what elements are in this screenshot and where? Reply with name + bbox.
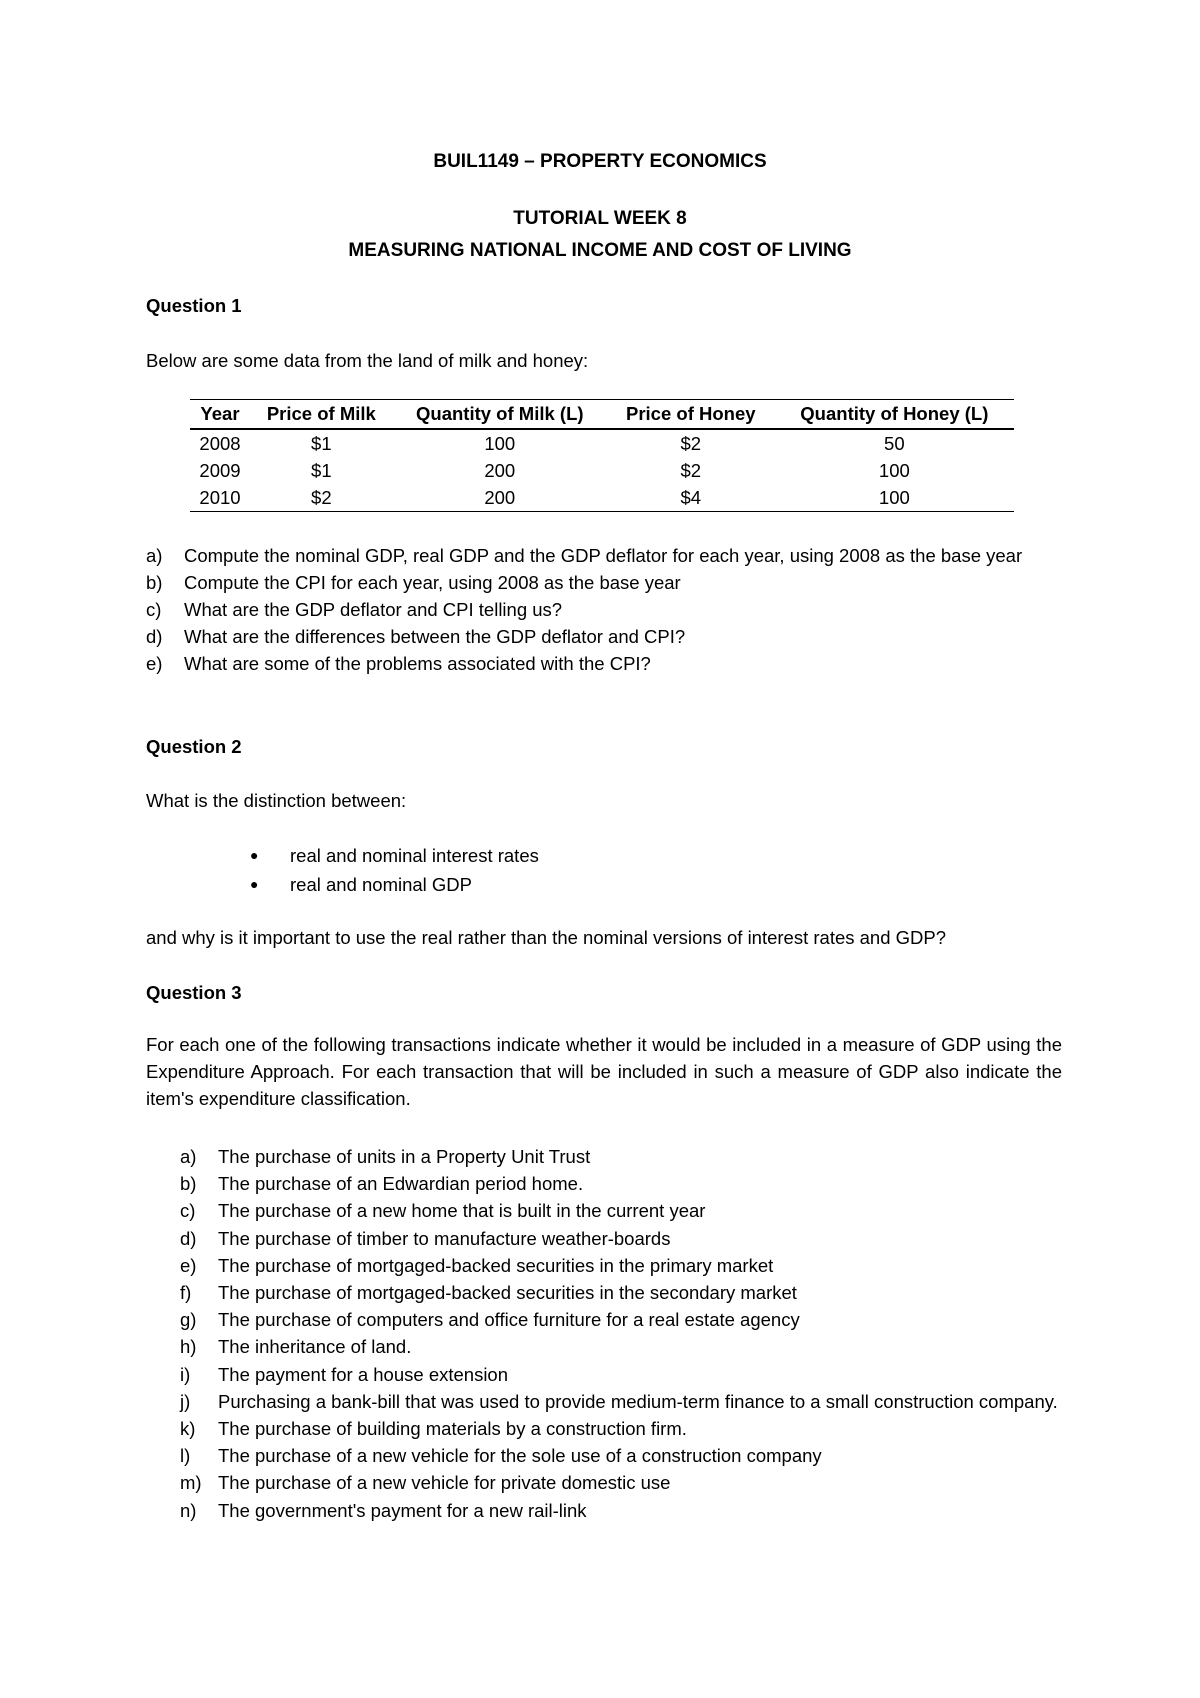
question-3-intro: For each one of the following transactions indicate whether it would be included in a measure of GDP using the Expenditure Approach. For each transaction that will be included in such a measure of GDP also indicate the item's expenditure classification. [146, 1034, 1062, 1109]
table-cell: $2 [680, 459, 702, 481]
table-cell: 50 [884, 432, 905, 454]
list-marker: b) [146, 572, 163, 593]
list-item-text: What are the differences between the GDP deflator and CPI? [184, 626, 686, 647]
list-item-text: Compute the CPI for each year, using 2008 as the base year [184, 572, 681, 593]
list-item [180, 1170, 1062, 1197]
table-cell: 100 [775, 484, 1014, 512]
list-item [146, 596, 1076, 623]
table-cell: 200 [484, 459, 516, 481]
table-cell: 2010 [190, 484, 250, 512]
list-item [180, 1225, 1062, 1252]
list-marker: d) [180, 1227, 197, 1249]
table-header-cell: Quantity of Milk (L) [393, 400, 607, 430]
list-item-text: real and nominal interest rates [290, 845, 539, 866]
list-marker: h) [180, 1336, 197, 1358]
list-item-text: The purchase of mortgaged-backed securities in the secondary market [218, 1282, 797, 1304]
question-1-heading: Question 1 [146, 295, 242, 316]
list-item [180, 1252, 1062, 1279]
list-marker: c) [180, 1200, 196, 1222]
list-item-text: The purchase of units in a Property Unit Trust [218, 1146, 591, 1167]
list-marker: d) [146, 626, 163, 647]
question-3-heading: Question 3 [146, 982, 242, 1003]
list-item [146, 542, 1076, 569]
list-item [180, 1442, 1062, 1469]
list-item-text: real and nominal GDP [290, 874, 473, 895]
list-item [146, 623, 1076, 650]
list-item-text: The purchase of a new vehicle for private domestic use [218, 1472, 671, 1494]
list-marker: g) [180, 1309, 197, 1331]
table-cell: 2009 [199, 459, 241, 481]
table-header-cell: Quantity of Honey (L) [775, 400, 1014, 430]
list-item-text: The purchase of an Edwardian period home. [218, 1173, 584, 1195]
list-item [146, 569, 1076, 596]
list-item-text: The government's payment for a new rail-link [218, 1499, 587, 1521]
question-2-heading: Question 2 [146, 736, 242, 757]
table-cell: $2 [250, 484, 393, 512]
table-row [190, 429, 1014, 457]
table-row [190, 457, 1014, 484]
topic-title: MEASURING NATIONAL INCOME AND COST OF LIVING [348, 240, 852, 261]
question-3-list [180, 1143, 1062, 1524]
list-item-text: Purchasing a bank-bill that was used to provide medium-term finance to a small construction company. [218, 1390, 1058, 1412]
list-marker: e) [146, 653, 163, 674]
list-item-text: The purchase of computers and office furniture for a real estate agency [218, 1309, 800, 1331]
list-item-text: The purchase of mortgaged-backed securities in the primary market [218, 1254, 774, 1276]
list-item-text: The purchase of a new vehicle for the sole use of a construction company [218, 1445, 822, 1467]
table-cell: 200 [393, 484, 607, 512]
list-item-text: The purchase of building materials by a construction firm. [218, 1418, 687, 1440]
table-cell: $1 [311, 432, 332, 454]
table-header-cell: Price of Milk [250, 400, 393, 430]
list-item-text: What are the GDP deflator and CPI telling us? [184, 599, 563, 620]
list-item-text: What are some of the problems associated with the CPI? [184, 653, 651, 674]
question-2-closing: and why is it important to use the real rather than the nominal versions of interest rates and GDP? [146, 927, 947, 948]
table-cell: $1 [311, 459, 332, 481]
list-marker: b) [180, 1173, 197, 1195]
bullet-icon: ● [250, 847, 259, 863]
table-cell: $2 [680, 432, 702, 454]
question-1-list [146, 542, 1076, 677]
table-cell: 100 [484, 432, 516, 454]
list-item-text: The purchase of a new home that is built in the current year [218, 1200, 706, 1222]
question-2-intro: What is the distinction between: [146, 790, 407, 811]
list-item [250, 870, 539, 899]
course-title: BUIL1149 – PROPERTY ECONOMICS [433, 151, 767, 172]
list-marker: j) [180, 1390, 191, 1412]
question-2-bullets [250, 841, 539, 899]
list-marker: e) [180, 1254, 197, 1276]
list-marker: i) [180, 1363, 191, 1385]
list-item-text: The payment for a house extension [218, 1363, 509, 1385]
table-cell: 100 [878, 459, 910, 481]
list-item [180, 1388, 1062, 1415]
bullet-icon: ● [250, 876, 259, 892]
list-item [146, 650, 1076, 677]
milk-honey-table [190, 399, 1014, 512]
list-item [180, 1306, 1062, 1333]
list-item [180, 1469, 1062, 1496]
table-cell: 2008 [199, 432, 241, 454]
tutorial-title: TUTORIAL WEEK 8 [513, 208, 687, 229]
list-item-text: The inheritance of land. [218, 1336, 412, 1358]
list-item-text: The purchase of timber to manufacture weather-boards [218, 1227, 671, 1249]
list-item [180, 1497, 1062, 1524]
list-item [180, 1143, 1062, 1170]
list-marker: m) [180, 1472, 202, 1494]
list-marker: a) [180, 1146, 197, 1167]
table-header-cell: Price of Honey [607, 400, 775, 430]
list-item [250, 841, 539, 870]
table-row [190, 484, 1014, 512]
list-marker: n) [180, 1499, 197, 1521]
list-item-text: Compute the nominal GDP, real GDP and the GDP deflator for each year, using 2008 as the base year [184, 545, 1023, 566]
list-item [180, 1415, 1062, 1442]
list-item [180, 1279, 1062, 1306]
list-item [180, 1197, 1062, 1224]
list-marker: k) [180, 1418, 196, 1440]
list-marker: l) [180, 1445, 191, 1467]
list-marker: f) [180, 1282, 192, 1304]
table-header-row [190, 400, 1014, 430]
question-1-intro: Below are some data from the land of milk and honey: [146, 350, 589, 371]
table-header-cell: Year [190, 400, 250, 430]
list-marker: c) [146, 599, 162, 620]
table-cell: $4 [607, 484, 775, 512]
list-marker: a) [146, 545, 163, 566]
list-item [180, 1361, 1062, 1388]
list-item [180, 1333, 1062, 1360]
